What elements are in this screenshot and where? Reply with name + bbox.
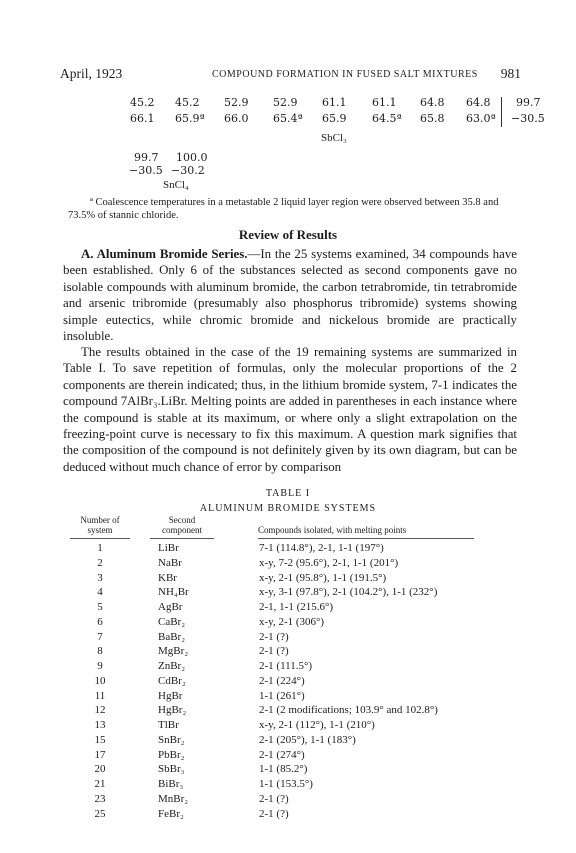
compounds-isolated: 2-1 (?)	[259, 807, 289, 820]
data-cell: 45.2	[175, 96, 200, 109]
system-number: 3	[97, 571, 103, 584]
system-number: 8	[97, 645, 103, 658]
second-component: CaBr₂	[158, 615, 186, 628]
data-cell: 99.7	[134, 151, 159, 164]
col-header-compounds: Compounds isolated, with melting points	[258, 525, 407, 535]
melting-data-table	[130, 96, 545, 128]
table-row	[70, 645, 530, 660]
system-number: 13	[94, 719, 106, 731]
second-component: HgBr	[158, 689, 183, 702]
second-component: CdBr₂	[158, 674, 186, 687]
table-row	[70, 808, 530, 823]
data-cell: 66.1	[130, 112, 155, 125]
table-row	[70, 719, 530, 734]
system-number: 11	[94, 689, 106, 702]
table-row	[70, 631, 530, 646]
running-title: COMPOUND FORMATION IN FUSED SALT MIXTURES	[212, 69, 478, 80]
data-row-2	[130, 112, 545, 128]
system-number: 2	[97, 556, 103, 569]
system-number: 9	[97, 660, 103, 672]
data-cell: 64.5ª	[372, 112, 402, 125]
data-cell: 63.0ª	[466, 112, 496, 125]
compounds-isolated: x-y, 2-1 (306°)	[259, 615, 325, 628]
table-row	[70, 675, 530, 690]
system-number: 12	[94, 704, 106, 717]
data-row-1	[130, 96, 541, 112]
paragraph-lead: A. Aluminum Bromide Series.	[81, 247, 248, 261]
sncl4-data-block	[129, 151, 234, 177]
compounds-isolated: 2-1 (2 modifications; 103.9° and 102.8°)	[259, 704, 438, 717]
table-row	[70, 557, 530, 572]
paragraph-body: —In the 25 systems examined, 34 compounds have been established. Only 6 of the substances selected as second components gave no isolable compounds with aluminum bromide, the carbon tetrabromide, tin tetrabromide and arsenic tribromide (presumably also phosphorus tribromide) systems showing simple eutectics, while chromic bromide and nickelous bromide are practically insoluble.	[63, 247, 517, 344]
second-component: NaBr	[158, 556, 182, 569]
section-heading: Review of Results	[238, 227, 338, 242]
compounds-isolated: 7-1 (114.8°), 2-1, 1-1 (197°)	[259, 542, 384, 554]
system-number: 4	[97, 586, 103, 599]
compounds-isolated: 1-1 (85.2°)	[259, 763, 308, 776]
system-number: 7	[97, 630, 103, 643]
table-row	[70, 793, 530, 808]
system-number: 10	[94, 674, 106, 687]
system-number: 1	[97, 542, 103, 554]
second-component: NH₄Br	[158, 586, 189, 599]
table-subtitle: ALUMINUM BROMIDE SYSTEMS	[199, 503, 377, 514]
system-number: 25	[94, 807, 106, 820]
second-component: MnBr₂	[158, 792, 189, 805]
data-cell: 66.0	[224, 112, 249, 125]
data-row	[134, 151, 234, 164]
table-row	[70, 616, 530, 631]
col-header-number	[70, 515, 130, 535]
system-number: 20	[94, 763, 106, 776]
table-title: TABLE I	[265, 488, 311, 499]
data-cell: 99.7	[516, 96, 541, 109]
header-rule	[70, 538, 130, 539]
table-row	[70, 586, 530, 601]
table-row	[70, 749, 530, 764]
compounds-isolated: x-y, 7-2 (95.6°), 2-1, 1-1 (201°)	[259, 556, 399, 569]
second-component: KBr	[158, 571, 177, 584]
table-row	[70, 734, 530, 749]
compounds-isolated: 2-1 (?)	[259, 630, 289, 643]
system-number: 17	[94, 748, 106, 761]
compounds-isolated: x-y, 3-1 (97.8°), 2-1 (104.2°), 1-1 (232°)	[259, 586, 438, 599]
col-header-second	[150, 515, 214, 535]
table-row	[70, 778, 530, 793]
compounds-isolated: 2-1, 1-1 (215.6°)	[259, 601, 334, 613]
compounds-isolated: 1-1 (261°)	[259, 689, 305, 702]
table-edge-rule	[501, 97, 502, 127]
data-cell: −30.5	[129, 164, 163, 177]
col-header-line: component	[162, 525, 202, 535]
data-cell: 100.0	[176, 151, 208, 164]
data-cell: −30.5	[511, 112, 545, 125]
data-cell: 61.1	[322, 96, 347, 109]
component-label-sncl4: SnCl₄	[163, 179, 189, 191]
compounds-isolated: 2-1 (111.5°)	[259, 660, 313, 672]
second-component: TlBr	[158, 719, 179, 731]
paragraph-1	[63, 246, 517, 344]
second-component: AgBr	[158, 601, 183, 613]
table-row	[70, 572, 530, 587]
second-component: MgBr₂	[158, 645, 189, 658]
data-cell: 52.9	[273, 96, 298, 109]
system-number: 21	[94, 778, 106, 790]
table-row	[70, 763, 530, 778]
col-header-line: system	[87, 525, 113, 535]
compounds-isolated: 2-1 (274°)	[259, 748, 305, 761]
second-component: SbBr₃	[158, 763, 185, 776]
header-rule	[150, 538, 214, 539]
second-component: PbBr₂	[158, 748, 185, 761]
paragraph-2: The results obtained in the case of the 19 remaining systems are summarized in Table I. To save repetition of formulas, only the molecular proportions of the 2 components are therein indicated; thus, in the lithium bromide system, 7-1 indicates the compound 7AlBr₃.LiBr. Melting points are added in parentheses in each instance where the compound is stable at its maximum, or where only a slight extrapolation on the freezing-point curve is necessary to fix this maximum. A question mark signifies that the composition of the compound is not definitely given by its own diagram, but can be deduced without much chance of error by comparison	[63, 345, 517, 474]
second-component: ZnBr₂	[158, 660, 186, 672]
data-cell: 65.8	[420, 112, 445, 125]
compounds-isolated: 2-1 (224°)	[259, 674, 305, 687]
compounds-isolated: 1-1 (153.5°)	[259, 778, 313, 790]
issue-date: April, 1923	[60, 66, 123, 81]
data-cell: 65.9	[322, 112, 347, 125]
col-header-line: Number of	[80, 515, 120, 525]
data-cell: 52.9	[224, 96, 249, 109]
second-component: BiBr₃	[158, 778, 184, 790]
compounds-isolated: 2-1 (?)	[259, 645, 289, 658]
page-header	[60, 66, 521, 86]
table-row	[70, 542, 530, 557]
second-component: LiBr	[158, 542, 179, 554]
component-label-sbcl3: SbCl₃	[321, 132, 347, 144]
system-number: 6	[97, 615, 103, 628]
second-component: HgBr₂	[158, 704, 187, 717]
table-row	[70, 704, 530, 719]
footnote: ª Coalescence temperatures in a metastable 2 liquid layer region were observed between 35.8 and 73.5% of stannic chloride.	[68, 197, 499, 221]
second-component: BaBr₂	[158, 630, 186, 643]
compounds-isolated: 2-1 (205°), 1-1 (183°)	[259, 733, 356, 746]
data-row	[129, 164, 234, 177]
data-cell: 65.4ª	[273, 112, 303, 125]
data-cell: −30.2	[171, 164, 205, 177]
table-row	[70, 601, 530, 616]
data-cell: 61.1	[372, 96, 397, 109]
data-cell: 64.8	[466, 96, 491, 109]
col-header-line: Second	[168, 515, 196, 525]
second-component: FeBr₂	[158, 807, 184, 820]
table-row	[70, 690, 530, 705]
header-rule	[258, 538, 474, 539]
system-number: 5	[97, 601, 103, 613]
system-number: 23	[94, 792, 106, 805]
compounds-isolated: x-y, 2-1 (95.8°), 1-1 (191.5°)	[259, 571, 387, 584]
second-component: SnBr₂	[158, 733, 185, 746]
compounds-isolated: x-y, 2-1 (112°), 1-1 (210°)	[259, 719, 375, 731]
system-number: 15	[94, 733, 106, 746]
data-cell: 45.2	[130, 96, 155, 109]
compounds-isolated: 2-1 (?)	[259, 792, 289, 805]
data-cell: 65.9ª	[175, 112, 205, 125]
page-number: 981	[500, 66, 521, 81]
data-cell: 64.8	[420, 96, 445, 109]
table-row	[70, 660, 530, 675]
